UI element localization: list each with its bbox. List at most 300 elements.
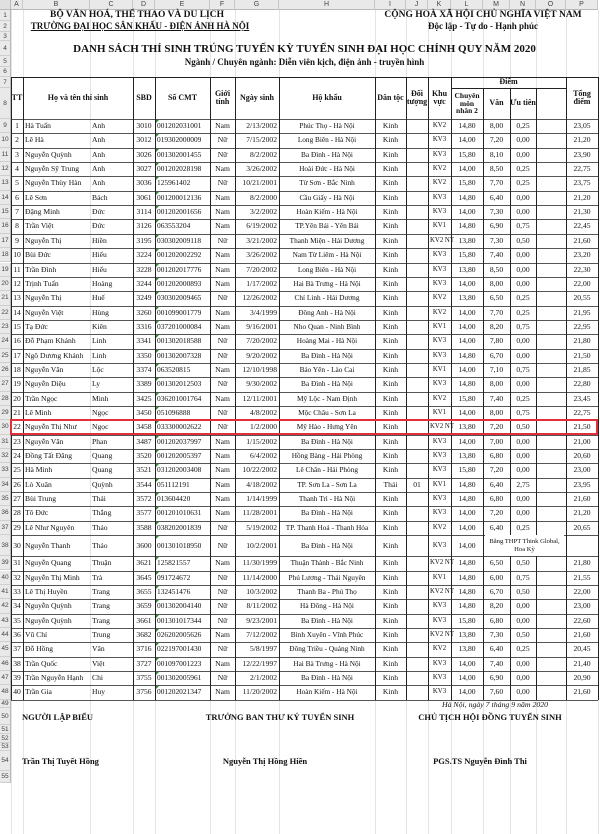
cell-dob: 7/20/2002: [246, 264, 277, 274]
cell-dob: 6/19/2002: [246, 221, 277, 231]
row-header-1[interactable]: 1: [0, 10, 11, 21]
cell-sbd: 3588: [136, 522, 152, 532]
cell-sbd: 3425: [136, 393, 152, 403]
cell-gender: Nữ: [217, 644, 228, 654]
cell-first-name: Anh: [92, 149, 106, 159]
cell-bonus: 0,00: [516, 687, 530, 697]
cell-priority: [408, 599, 426, 613]
row-header-13[interactable]: 13: [0, 176, 11, 190]
row-header-28[interactable]: 28: [0, 392, 11, 406]
cell-hometown: Thanh Miện - Hải Dương: [289, 235, 365, 245]
cell-first-name: Ngọc: [92, 422, 109, 432]
cell-area: KV3: [432, 602, 447, 610]
row-header-7[interactable]: 7: [0, 77, 11, 88]
cell-area: KV3: [432, 279, 447, 287]
row-header-24[interactable]: 24: [0, 334, 11, 348]
cell-total: 21,95: [573, 307, 591, 317]
cell-total: 22,30: [573, 264, 591, 274]
cell-total: 20,45: [573, 644, 591, 654]
cell-last-name: Hà Minh: [25, 465, 53, 475]
row-header-16[interactable]: 16: [0, 219, 11, 233]
row-header-18[interactable]: 18: [0, 248, 11, 262]
cell-note: Bằng THPT Think Global, Hoa Kỳ: [485, 535, 564, 556]
cell-ethnic: Kinh: [382, 658, 399, 668]
cell-cmt: 001200012136: [157, 192, 202, 202]
cell-ethnic: Kinh: [382, 307, 399, 317]
cell-first-name: Lộc: [92, 364, 104, 374]
cell-ethnic: Kinh: [382, 465, 399, 475]
cell-tt: 16: [13, 336, 21, 346]
row-header-29[interactable]: 29: [0, 406, 11, 420]
cell-gender: Nam: [215, 494, 230, 504]
cell-tt: 29: [13, 522, 21, 532]
cell-area: KV3: [432, 542, 447, 550]
cell-ethnic: Kinh: [382, 558, 399, 568]
cell-gender: Nữ: [217, 522, 228, 532]
cell-priority: [408, 119, 426, 133]
cell-last-name: Nguyễn Quỳnh: [25, 149, 72, 159]
row-header-31[interactable]: 31: [0, 435, 11, 449]
comment-marker: [156, 120, 159, 123]
cell-sbd: 3659: [136, 601, 152, 611]
cell-total: 21,60: [573, 629, 591, 639]
cell-hometown: Mỹ Lộc - Nam Định: [297, 393, 357, 403]
cell-area: KV3: [432, 616, 447, 624]
col-score-group: Điểm: [499, 77, 518, 87]
cell-total: 20,90: [573, 672, 591, 682]
row-header-47[interactable]: 47: [0, 671, 11, 685]
cell-area: KV2 NT: [430, 236, 454, 244]
cell-priority: [408, 349, 426, 363]
cell-area: KV2 NT: [430, 587, 454, 595]
cell-dob: 11/20/2002: [242, 687, 277, 697]
row-header-2[interactable]: 2: [0, 21, 11, 32]
cell-last-name: Tạ Đức: [25, 321, 48, 331]
cell-lit-score: 8,50: [489, 264, 504, 274]
comment-marker: [156, 572, 159, 575]
row-header-17[interactable]: 17: [0, 234, 11, 248]
cell-dob: 10/3/2002: [246, 586, 277, 596]
cell-area: KV3: [432, 673, 447, 681]
cell-ethnic: Kinh: [382, 278, 399, 288]
cell-area: KV2 NT: [430, 559, 454, 567]
cell-ethnic: Kinh: [382, 135, 399, 145]
cell-area: KV1: [432, 365, 447, 373]
cell-dob: 3/2/2002: [249, 207, 277, 217]
comment-marker: [156, 629, 159, 632]
cell-hometown: Mộc Châu - Sơn La: [298, 408, 356, 417]
row-header-32[interactable]: 32: [0, 449, 11, 463]
cell-lit-score: 7,40: [489, 250, 504, 260]
cell-first-name: Hiếu: [92, 250, 107, 260]
cell-dob: 3/26/2002: [246, 164, 277, 174]
cell-ethnic: Kinh: [382, 321, 399, 331]
cell-ethnic: Kinh: [382, 250, 399, 260]
cell-hometown: Hoài Đức - Hà Nội: [299, 164, 355, 174]
cell-area: KV1: [432, 409, 447, 416]
row-header-9[interactable]: 9: [0, 119, 11, 133]
row-header-27[interactable]: 27: [0, 377, 11, 391]
table-border: [11, 77, 598, 78]
col-sbd: SBD: [136, 92, 152, 102]
cell-priority: [408, 219, 426, 233]
cell-hometown: TP.Yên Bái - Yên Bái: [295, 221, 359, 231]
table-border: [598, 77, 599, 700]
col-major: Chuyên môn nhân 2: [454, 90, 480, 116]
row-header-51[interactable]: 51: [0, 725, 11, 734]
cell-tt: 24: [13, 451, 21, 461]
cell-area: KV2: [432, 308, 447, 316]
cell-bonus: 0,50: [516, 629, 530, 639]
cell-major-score: 15,80: [458, 465, 476, 475]
cell-tt: 31: [13, 558, 21, 568]
row-header-14[interactable]: 14: [0, 191, 11, 205]
row-header-52[interactable]: 52: [0, 734, 11, 743]
cell-first-name: Việt: [92, 658, 105, 668]
row-header-23[interactable]: 23: [0, 320, 11, 334]
cell-major-score: 14,80: [458, 192, 476, 202]
cell-ethnic: Kinh: [382, 178, 399, 188]
cell-major-score: 14,00: [458, 336, 476, 346]
cell-first-name: Ly: [92, 379, 101, 389]
cell-lit-score: 6,50: [489, 558, 504, 568]
cell-lit-score: 7,70: [489, 307, 504, 317]
cell-dob: 11/30/1999: [242, 558, 277, 568]
cell-priority: [408, 320, 426, 334]
cell-hometown: Chí Linh - Hải Dương: [294, 293, 360, 303]
cell-priority: [408, 191, 426, 205]
column-header-g[interactable]: G: [235, 0, 279, 10]
cell-total: 21,20: [573, 508, 591, 518]
cell-ethnic: Kinh: [382, 644, 399, 654]
cell-cmt: 001302007328: [157, 350, 202, 360]
cell-tt: 9: [15, 235, 19, 245]
cell-major-score: 13,80: [458, 629, 476, 639]
row-header-37[interactable]: 37: [0, 521, 11, 535]
column-header-h[interactable]: H: [279, 0, 375, 10]
comment-marker: [156, 134, 159, 137]
cell-cmt: 037201000084: [157, 321, 202, 331]
cell-ethnic: Kinh: [382, 508, 399, 518]
cell-sbd: 3114: [136, 207, 152, 217]
row-header-55[interactable]: 55: [0, 771, 11, 783]
row-header-40[interactable]: 40: [0, 571, 11, 585]
cell-tt: 10: [13, 250, 21, 260]
row-header-53[interactable]: 53: [0, 743, 11, 751]
cell-total: 23,75: [573, 178, 591, 188]
cell-total: 21,55: [573, 572, 591, 582]
row-header-22[interactable]: 22: [0, 306, 11, 320]
cell-tt: 7: [15, 207, 19, 217]
comment-marker: [156, 192, 159, 195]
column-header-b[interactable]: B: [23, 0, 90, 10]
cell-major-score: 14,80: [458, 601, 476, 611]
row-header-12[interactable]: 12: [0, 162, 11, 176]
cell-first-name: Quang: [92, 465, 113, 475]
cell-dob: 1/15/2002: [246, 436, 277, 446]
comment-marker: [156, 464, 159, 467]
row-header-54[interactable]: 54: [0, 751, 11, 771]
cell-bonus: 0,25: [516, 178, 530, 188]
cell-major-score: 14,00: [458, 408, 476, 417]
row-header-42[interactable]: 42: [0, 599, 11, 613]
cell-tt: 30: [13, 541, 21, 551]
cell-last-name: Lê Hà: [25, 135, 44, 145]
row-header-43[interactable]: 43: [0, 614, 11, 628]
cell-hometown: Lê Chân - Hải Phòng: [295, 465, 358, 475]
cell-major-score: 14,00: [458, 658, 476, 668]
row-header-38[interactable]: 38: [0, 535, 11, 556]
cell-bonus: 0,00: [516, 336, 530, 346]
select-all-corner[interactable]: [0, 0, 11, 10]
cell-hometown: TP. Sơn La - Sơn La: [297, 479, 357, 489]
cell-gender: Nữ: [217, 572, 228, 582]
cell-last-name: Lê Thị Huyền: [25, 586, 68, 596]
column-header-d[interactable]: D: [133, 0, 155, 10]
cell-lit-score: 6,40: [489, 644, 504, 654]
row-header-3[interactable]: 3: [0, 32, 11, 41]
cell-tt: 6: [15, 192, 19, 202]
row-header-4[interactable]: 4: [0, 41, 11, 56]
cell-first-name: Thảo: [92, 541, 108, 551]
row-header-6[interactable]: 6: [0, 67, 11, 77]
column-header-p[interactable]: P: [566, 0, 598, 10]
comment-marker: [156, 536, 159, 539]
national-motto: Độc lập - Tự do - Hạnh phúc: [427, 21, 538, 31]
column-header-l[interactable]: L: [451, 0, 483, 10]
cell-hometown: Ba Đình - Hà Nội: [301, 672, 353, 682]
cell-sbd: 3577: [136, 508, 152, 518]
cell-sbd: 3061: [136, 192, 152, 202]
cell-first-name: Anh: [92, 164, 106, 174]
cell-area: KV2: [432, 523, 447, 531]
cell-first-name: Kiên: [92, 321, 107, 331]
column-header-i[interactable]: I: [375, 0, 406, 10]
comment-marker: [156, 378, 159, 381]
row-header-30[interactable]: 30: [0, 420, 11, 434]
row-header-19[interactable]: 19: [0, 263, 11, 277]
row-header-33[interactable]: 33: [0, 463, 11, 477]
cell-bonus: 0,00: [516, 278, 530, 288]
cell-total: 22,00: [573, 586, 591, 596]
cell-lit-score: 7,40: [489, 658, 504, 668]
cell-first-name: Anh: [92, 135, 106, 145]
column-header-k[interactable]: K: [428, 0, 451, 10]
cell-last-name: Đỗ Hồng: [25, 644, 54, 654]
cell-sbd: 3341: [136, 336, 152, 346]
cell-tt: 11: [13, 264, 21, 274]
row-header-8[interactable]: 8: [0, 88, 11, 119]
cell-first-name: Linh: [92, 350, 107, 360]
column-header-f[interactable]: F: [210, 0, 235, 10]
cell-dob: 12/11/2001: [242, 393, 277, 403]
column-header-a[interactable]: A: [11, 0, 23, 10]
cell-tt: 3: [15, 149, 19, 159]
comment-marker: [156, 350, 159, 353]
cell-major-score: 13,80: [458, 422, 476, 432]
cell-major-score: 15,80: [458, 393, 476, 403]
cell-dob: 10/2/2001: [246, 541, 277, 551]
column-header-c[interactable]: C: [90, 0, 133, 10]
cell-first-name: Thắng: [92, 508, 112, 518]
cell-gender: Nữ: [217, 235, 228, 245]
col-ethnic: Dân tộc: [377, 92, 404, 102]
comment-marker: [156, 479, 159, 482]
cell-dob: 7/20/2002: [246, 336, 277, 346]
cell-lit-score: 7,30: [489, 629, 504, 639]
cell-tt: 38: [13, 658, 21, 668]
cell-priority: [408, 176, 426, 190]
cell-cmt: 001302004140: [157, 601, 202, 611]
cell-gender: Nữ: [217, 293, 228, 303]
cell-dob: 5/8/1997: [249, 644, 277, 654]
cell-bonus: 0,00: [516, 508, 530, 518]
row-header-20[interactable]: 20: [0, 277, 11, 291]
cell-gender: Nam: [215, 479, 230, 489]
row-header-41[interactable]: 41: [0, 585, 11, 599]
cell-priority: [408, 263, 426, 277]
row-header-21[interactable]: 21: [0, 291, 11, 305]
cell-gender: Nữ: [217, 149, 228, 159]
row-header-26[interactable]: 26: [0, 363, 11, 377]
row-header-49[interactable]: 49: [0, 700, 11, 708]
cell-bonus: 0,00: [516, 672, 530, 682]
cell-sbd: 3645: [136, 572, 152, 582]
cell-gender: Nam: [215, 364, 230, 374]
cell-cmt: 001099001779: [157, 307, 202, 317]
cell-hometown: Hoàn Kiếm - Hà Nội: [296, 207, 358, 217]
row-header-10[interactable]: 10: [0, 133, 11, 147]
cell-dob: 9/20/2002: [246, 350, 277, 360]
cell-priority: [408, 521, 426, 535]
cell-dob: 11/14/2000: [242, 572, 277, 582]
comment-marker: [156, 264, 159, 267]
cell-dob: 8/11/2002: [246, 601, 277, 611]
cell-first-name: Ngọc: [92, 408, 109, 417]
column-header-m[interactable]: M: [483, 0, 510, 10]
row-header-25[interactable]: 25: [0, 349, 11, 363]
row-header-15[interactable]: 15: [0, 205, 11, 219]
cell-priority: [408, 492, 426, 506]
cell-last-name: Trần Việt: [25, 221, 54, 231]
cell-sbd: 3012: [136, 135, 152, 145]
cell-cmt: 001202031001: [157, 121, 202, 130]
cell-ethnic: Kinh: [382, 541, 399, 551]
cell-cmt: 051112191: [157, 479, 190, 489]
column-header-j[interactable]: J: [406, 0, 428, 10]
cell-major-score: 15,80: [458, 178, 476, 188]
comment-marker: [156, 600, 159, 603]
cell-dob: 10/22/2002: [242, 465, 277, 475]
cell-bonus: 0,75: [516, 408, 530, 417]
cell-area: KV2: [432, 394, 447, 402]
cell-last-name: Ngô Dương Khánh: [25, 350, 84, 360]
cell-gender: Nam: [215, 451, 230, 461]
comment-marker: [156, 557, 159, 560]
cell-priority: [408, 363, 426, 377]
footer-preparer-name: Trần Thị Tuyết Hồng: [22, 755, 99, 766]
row-header-35[interactable]: 35: [0, 492, 11, 506]
column-header-o[interactable]: O: [536, 0, 566, 10]
cell-first-name: Anh: [92, 178, 106, 188]
cell-sbd: 3249: [136, 293, 152, 303]
cell-dob: 1/14/1999: [246, 494, 277, 504]
cell-dob: 10/21/2001: [242, 178, 277, 188]
row-header-34[interactable]: 34: [0, 478, 11, 492]
cell-dob: 12/22/1997: [242, 658, 277, 668]
comment-marker: [156, 393, 159, 396]
cell-dob: 12/10/1998: [242, 364, 277, 374]
cell-last-name: Nguyễn Văn: [25, 364, 64, 374]
cell-total: 21,00: [573, 436, 591, 446]
cell-ethnic: Kinh: [382, 121, 399, 130]
cell-sbd: 3389: [136, 379, 152, 389]
cell-gender: Nam: [215, 629, 230, 639]
cell-dob: 11/28/2001: [242, 508, 277, 518]
cell-gender: Nữ: [217, 379, 228, 389]
cell-total: 21,60: [573, 494, 591, 504]
cell-area: KV1: [432, 573, 447, 581]
cell-tt: 23: [13, 436, 21, 446]
row-header-11[interactable]: 11: [0, 148, 11, 162]
cell-major-score: 14,00: [458, 278, 476, 288]
row-header-39[interactable]: 39: [0, 556, 11, 570]
cell-sbd: 3756: [136, 687, 152, 697]
comment-marker: [156, 522, 159, 525]
cell-cmt: 001202000893: [157, 278, 202, 288]
row-header-5[interactable]: 5: [0, 56, 11, 67]
cell-first-name: Đức: [92, 221, 105, 231]
comment-marker: [156, 672, 159, 675]
cell-tt: 40: [13, 687, 21, 697]
cell-dob: 8/2/2000: [249, 192, 277, 202]
cell-cmt: 001202005397: [157, 451, 202, 461]
row-header-48[interactable]: 48: [0, 685, 11, 699]
cell-gender: Nữ: [217, 408, 228, 417]
cell-total: 22,80: [573, 379, 591, 389]
cell-area: KV3: [432, 136, 447, 144]
cell-gender: Nam: [215, 436, 230, 446]
cell-first-name: Thái: [92, 494, 106, 504]
cell-hometown: Từ Sơn - Bắc Ninh: [299, 178, 355, 188]
cell-total: 22,00: [573, 278, 591, 288]
row-header-46[interactable]: 46: [0, 657, 11, 671]
cell-gender: Nữ: [217, 541, 228, 551]
cell-sbd: 3521: [136, 465, 152, 475]
column-header-e[interactable]: E: [155, 0, 210, 10]
row-header-36[interactable]: 36: [0, 506, 11, 520]
col-hometown: Hộ khẩu: [312, 92, 342, 102]
cell-sbd: 3655: [136, 586, 152, 596]
column-header-n[interactable]: N: [510, 0, 536, 10]
cell-ethnic: Kinh: [382, 436, 399, 446]
cell-sbd: 3026: [136, 149, 152, 159]
row-header-44[interactable]: 44: [0, 628, 11, 642]
row-header-50[interactable]: 50: [0, 708, 11, 725]
cell-hometown: Phúc Thọ - Hà Nội: [299, 121, 355, 130]
cell-sbd: 3350: [136, 350, 152, 360]
cell-bonus: 0,00: [516, 494, 530, 504]
col-dob: Ngày sinh: [239, 92, 274, 102]
cell-priority: [408, 377, 426, 391]
row-header-45[interactable]: 45: [0, 642, 11, 656]
cell-bonus: 0,00: [516, 350, 530, 360]
cell-ethnic: Kinh: [382, 586, 399, 596]
cell-gender: Nam: [215, 164, 230, 174]
cell-lit-score: 8,00: [489, 121, 504, 130]
cell-last-name: Nguyễn Thị Minh: [25, 572, 80, 582]
cell-bonus: 0,00: [516, 379, 530, 389]
